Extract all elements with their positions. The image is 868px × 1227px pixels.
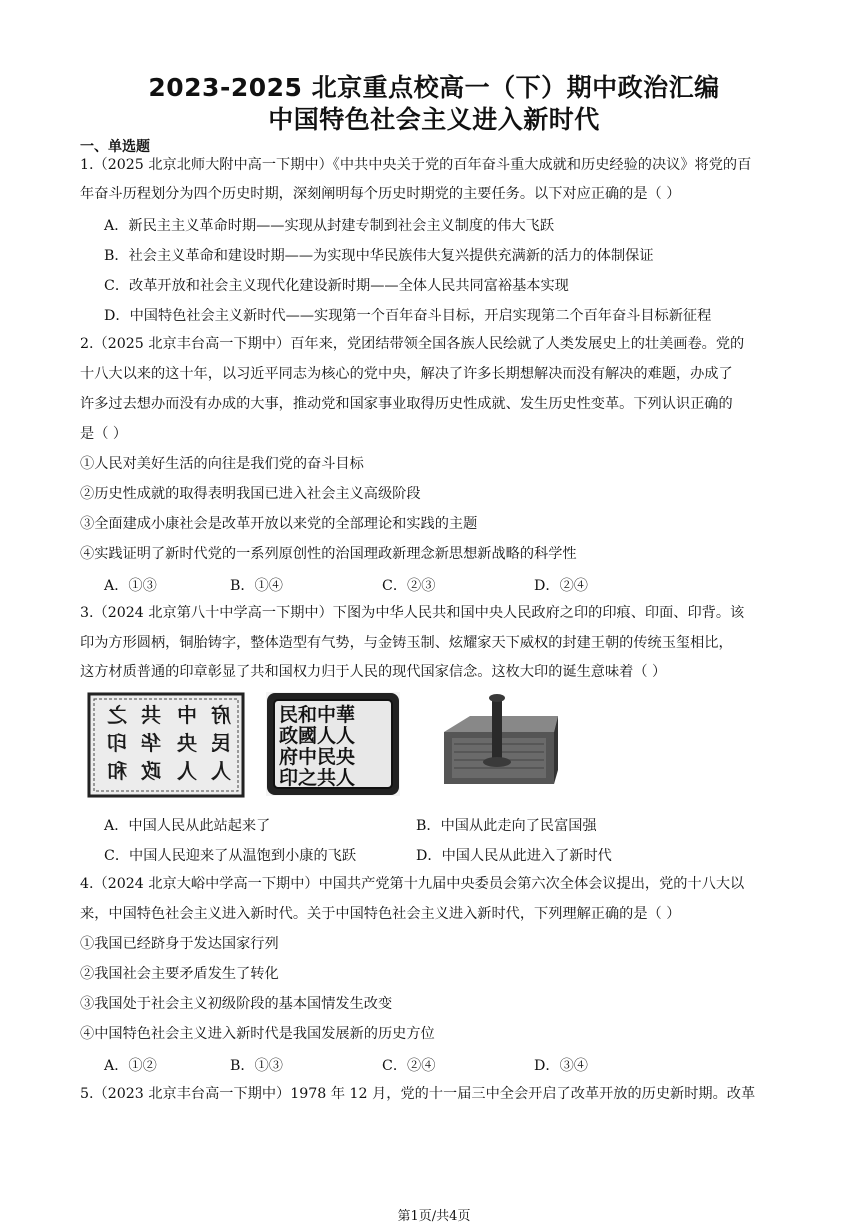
seal-face-image [266, 692, 400, 796]
seal-face-row: 民和中華 [279, 704, 356, 726]
seal-imprint-char: 华 [141, 731, 161, 755]
question-4-statement-4: ④中国特色社会主义进入新时代是我国发展新的历史方位 [80, 1026, 435, 1042]
question-2-statement-3: ③全面建成小康社会是改革开放以来党的全部理论和实践的主题 [80, 516, 478, 532]
question-2-statement-2: ②历史性成就的取得表明我国已进入社会主义高级阶段 [80, 486, 421, 502]
question-2-option-d: D．②④ [534, 578, 588, 594]
question-2-text-line: 许多过去想办而没有办成的大事，推动党和国家事业取得历史性成就、发生历史性变革。下列认识正确的 [80, 396, 733, 412]
question-1-option-b: B．社会主义革命和建设时期——为实现中华民族伟大复兴提供充满新的活力的体制保证 [104, 248, 654, 264]
question-4-option-b: B．①③ [230, 1058, 283, 1074]
question-4-statement-2: ②我国社会主要矛盾发生了转化 [80, 966, 279, 982]
question-3-option-b: B．中国从此走向了民富国强 [416, 818, 597, 834]
seal-imprint-char: 和 [107, 759, 127, 783]
seal-imprint-char: 人 [211, 759, 231, 783]
seal-face-row: 政國人人 [279, 725, 356, 747]
question-4-statement-1: ①我国已经跻身于发达国家行列 [80, 936, 279, 952]
seal-imprint-char: 政 [141, 759, 161, 783]
seal-face-row: 府中民央 [279, 746, 356, 768]
section-heading: 一、单选题 [80, 139, 150, 155]
seal-imprint-char: 共 [141, 703, 161, 727]
question-3-text-line: 印为方形圆柄，铜胎铸字，整体造型有气势，与金铸玉制、炫耀家天下威权的封建王朝的传统玉玺相比， [80, 635, 733, 651]
question-4-text-line: 4.（2024 北京大峪中学高一下期中）中国共产党第十九届中央委员会第六次全体会议提出，党的十八大以 [80, 876, 745, 892]
question-3-text-line: 这方材质普通的印章彰显了共和国权力归于人民的现代国家信念。这枚大印的诞生意味着（ ） [80, 664, 667, 680]
question-3-option-c: C．中国人民迎来了从温饱到小康的飞跃 [104, 848, 357, 864]
question-1-option-a: A．新民主主义革命时期——实现从封建专制到社会主义制度的伟大飞跃 [104, 218, 555, 234]
question-2-option-b: B．①④ [230, 578, 283, 594]
question-4-option-d: D．③④ [534, 1058, 588, 1074]
question-2-text-line: 是（ ） [80, 426, 128, 442]
document-title: 2023-2025 北京重点校高一（下）期中政治汇编 [148, 73, 720, 102]
question-4-option-a: A．①② [104, 1058, 157, 1074]
seal-face-row: 印之共人 [279, 767, 356, 789]
seal-imprint-char: 府 [211, 703, 231, 727]
question-1-text-line: 年奋斗历程划分为四个历史时期，深刻阐明每个历史时期党的主要任务。以下对应正确的是（ ） [80, 186, 681, 202]
seal-images-row [0, 692, 868, 802]
seal-imprint-char: 民 [211, 731, 231, 755]
question-3-text-line: 3.（2024 北京第八十中学高一下期中）下图为中华人民共和国中央人民政府之印的印痕、印面、印背。该 [80, 605, 745, 621]
question-2-text-line: 十八大以来的这十年，以习近平同志为核心的党中央，解决了许多长期想解决而没有解决的难题，办成了 [80, 366, 733, 382]
question-2-statement-1: ①人民对美好生活的向往是我们党的奋斗目标 [80, 456, 364, 472]
question-2-text-line: 2.（2025 北京丰台高一下期中）百年来，党团结带领全国各族人民绘就了人类发展史上的壮美画卷。党的 [80, 336, 745, 352]
question-2-statement-4: ④实践证明了新时代党的一系列原创性的治国理政新理念新思想新战略的科学性 [80, 546, 577, 562]
question-2-option-c: C．②③ [382, 578, 436, 594]
question-2-option-a: A．①③ [104, 578, 157, 594]
page-number: 第1页/共4页 [397, 1209, 471, 1224]
seal-imprint-char: 之 [107, 703, 127, 727]
question-3-option-a: A．中国人民从此站起来了 [104, 818, 271, 834]
question-1-text-line: 1.（2025 北京北师大附中高一下期中）《中共中央关于党的百年奋斗重大成就和历史经验的决议》将党的百 [80, 157, 752, 173]
question-1-option-c: C．改革开放和社会主义现代化建设新时期——全体人民共同富裕基本实现 [104, 278, 569, 294]
question-3-option-d: D．中国人民从此进入了新时代 [416, 848, 612, 864]
question-4-text-line: 来，中国特色社会主义进入新时代。关于中国特色社会主义进入新时代，下列理解正确的是（ ） [80, 906, 681, 922]
question-1-option-d: D．中国特色社会主义新时代——实现第一个百年奋斗目标，开启实现第二个百年奋斗目标新征程 [104, 308, 712, 324]
seal-imprint-char: 印 [107, 731, 127, 755]
question-4-option-c: C．②④ [382, 1058, 436, 1074]
question-5-text-line: 5.（2023 北京丰台高一下期中）1978 年 12 月，党的十一届三中全会开启了改革开放的历史新时期。改革 [80, 1086, 756, 1102]
seal-back-image [440, 692, 558, 792]
document-subtitle: 中国特色社会主义进入新时代 [268, 105, 600, 134]
seal-imprint-char: 央 [177, 731, 197, 755]
seal-imprint-image [87, 692, 245, 798]
seal-imprint-char: 人 [177, 759, 197, 783]
seal-imprint-char: 中 [177, 703, 197, 727]
question-4-statement-3: ③我国处于社会主义初级阶段的基本国情发生改变 [80, 996, 393, 1012]
